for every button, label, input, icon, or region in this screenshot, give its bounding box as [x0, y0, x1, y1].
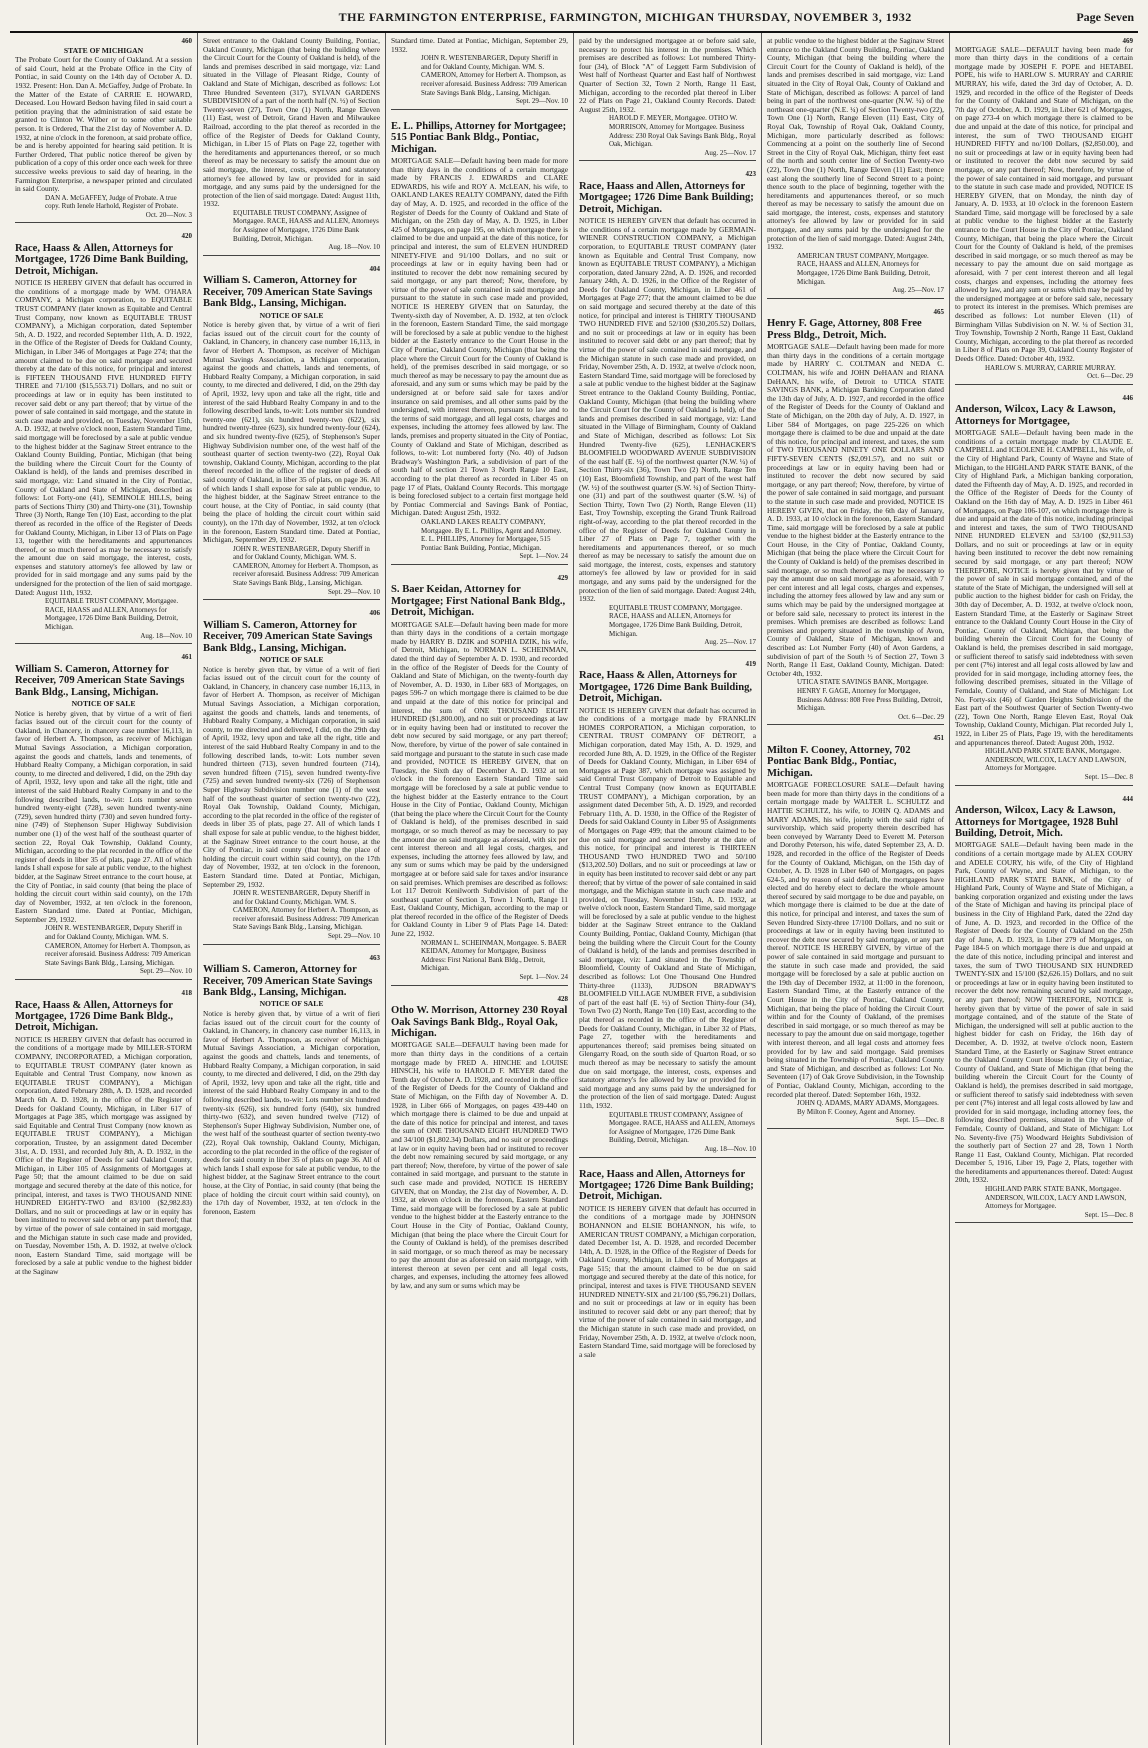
legal-notice — [203, 37, 380, 259]
notice-dates: Aug. 25—Nov. 17 — [767, 286, 944, 299]
notice-heading: Henry F. Gage, Attorney, 808 Free Press Bldg., Detroit, Mich. — [767, 318, 922, 341]
notice-heading: Race, Haass & Allen, Attorneys for Mortgagee, 1726 Dime Bank Building, Detroit, Michigan. — [579, 670, 753, 705]
notice-signature: HAROLD F. MEYER, Mortgagee. OTHO W. MORRISON, Attorney for Mortgagee. Business Address: 230 Royal Oak Savings Bank Bldg., Royal Oak, Michigan. — [609, 114, 756, 149]
notice-signature: JOHN R. WESTENBARGER, Deputy Sheriff in and for Oakland County, Michigan. WM. S. CAMERON, Attorney for Herbert A. Thompson, as receiver aforesaid. Business Address: 709 American State Savings Bank Bldg., Lansing, Michigan. — [421, 54, 567, 97]
notice-heading: E. L. Phillips, Attorney for Mortgagee; 515 Pontiac Bank Bldg., Pontiac, Michigan. — [391, 120, 567, 155]
notice-body: Street entrance to the Oakland County Building, Pontiac, Oakland County, Michigan (that being the building where the Circuit Court for the County of Oakland is held), of the lands and premises described in said mortgage, viz: Land situated in the Village of Pleasant Ridge, County of Oakland and State of Michigan, described as follows: Lot Three Hundred Seventeen (317), SYLVAN GARDENS SUBDIVISION of a part of the north half (N. ½) of Section Twenty-seven (27), Town One (1) North, Range Eleven (11) East, west of Detroit, Grand Haven and Milwaukee Railroad, according to the plat thereof as recorded in the office of the Register of Deeds for Oakland County, Michigan, in Liber 15 of Plats on Page 22, together with the hereditaments and appurtenances thereof, or so much thereof as may be necessary to satisfy the amount due on said mortgage, the interest, costs, expenses and statutory attorney's fee allowed by law or provided for in said mortgage, and any sums paid by the undersigned for the protection of the lien of said mortgage. Dated: August 11th, 1932. — [203, 37, 380, 209]
notice-number: 428 — [557, 994, 568, 1003]
legal-notice — [391, 995, 568, 1291]
notice-dates: Sept. 1—Nov. 24 — [391, 552, 568, 565]
notice-body: Notice is hereby given, that by virtue of a writ of fieri facias issued out of the circuit court for the county of Oakland, in Chancery, in chancery case number 16,113, in favor of Herbert A. Thompson, as receiver of Michigan Mutual Savings Association, a Michigan corporation, against the goods and chattels, lands and tenements, of Hubbard Realty Company, a Michigan corporation, in said county, to me directed and delivered, I did, on the 29th day of April, 1932, levy upon and take all the right, title and interest of the said Hubbard Realty Company in and to the following described lands, to-wit: Lots number seven hundred twenty-eight (728), seven hundred twenty-nine (729), seven hundred thirty (730) and seven hundred forty-nine (749) of Stephenson Super Highway Subdivision number one (1) of the west half of the southeast quarter of section 22, Royal Oak Township, Oakland County, Michigan, according to the plat recorded in the office of the register of deeds in liber 35 of plats, page 27. All of which lands I shall expose for sale at public vendue, to the highest bidder, at the Saginaw Street entrance to the court house, at the City of Pontiac, in said county (that being the place of holding the circuit court within said county), on the 17th day of November, 1932, at ten o'clock in the forenoon, Eastern Standard time. Dated at Pontiac, Michigan, September 29, 1932. — [15, 708, 192, 924]
notice-number: 418 — [181, 989, 192, 998]
legal-notice — [203, 954, 380, 1217]
legal-notice — [15, 37, 192, 226]
notice-signature: HIGHLAND PARK STATE BANK, Mortgagee. ANDERSON, WILCOX, LACY AND LAWSON, Attorneys for Mortgagee. — [985, 747, 1127, 773]
notice-heading: Anderson, Wilcox, Lacy & Lawson, Attorneys for Mortgagee, — [955, 404, 1116, 427]
notice-number: 469 — [1122, 37, 1133, 45]
notice-body: NOTICE IS HEREBY GIVEN that default has occurred in the conditions of a mortgage made by MILLER-STORM COMPANY, INCORPORATED, a Michigan corporation, to EQUITABLE TRUST COMPANY (later known as Equitable and Central Trust Company, now known as EQUITABLE TRUST COMPANY), a Michigan corporation, dated February 28th, A. D. 1928, and recorded March 6th A. D. 1928, in the office of the Register of Deeds for Oakland County, Michigan, in Liber 617 of Mortgages at Page 385, which mortgage was assigned by said Equitable and Central Trust Company (now known as EQUITABLE TRUST COMPANY), a Michigan corporation, Trustee, by an assignment dated December 31st, A. D. 1931, and recorded July 8th, A. D. 1932, in the Office of the Register of Deeds for said Oakland County, Michigan, in Liber 105 of Assignments of Mortgages at Page 50; that the amount claimed to be due on said mortgage and secured thereby at the date of this notice, for principal, interest, and taxes is TWO THOUSAND NINE HUNDRED EIGHTY-TWO and 83/100 ($2,982.83) Dollars, and no suit or proceedings at law or in equity has been instituted to recover said debt or any part thereof; that by virtue of the power of sale contained in said mortgage, and the Michigan statute in such case made and provided, on Tuesday, November 15th, A. D. 1932, at twelve o'clock noon, Eastern Standard Time, said mortgage will be foreclosed by a sale at public vendue to the highest bidder at the Saginaw — [15, 1034, 192, 1276]
notice-number: 446 — [1122, 393, 1133, 402]
notice-number: 420 — [181, 232, 192, 241]
notice-body: MORTGAGE SALE—DEFAULT having been made for more than thirty days in the conditions of a certain mortgage made by FRED A. HINCHE and LOUISE HINSCH, his wife to HAROLD F. MEYER dated the Tenth day of October A. D. 1928, and recorded in the office of the Register of Deeds for the County of Oakland and State of Michigan, on the Fifth day of November A. D. 1928, in Liber 666 of Mortgages, on pages 439-440 on which mortgage there is claimed to be due and unpaid at the date of this notice for principal and interest, and taxes the sum of ONE THOUSAND EIGHT HUNDRED TWO and 34/100 ($1,802.34) Dollars, and no suit or proceedings at law or in equity having been had or instituted to recover the debt now remaining secured by said mortgage, or any part thereof; Now, therefore, by virtue of the power of sale contained in said mortgage, and pursuant to the statute in such case made and provided, NOTICE IS HEREBY GIVEN, that on Monday, the 21st day of November, A. D. 1932, at eleven o'clock in the forenoon, Eastern Standard Time, said mortgage will be foreclosed by a sale at public vendue to the highest bidder at the Easterly entrance to the Court House in the City of Pontiac, Oakland County, Michigan (that being the place where the Circuit Court for the County of Oakland is held), of the premises described in said mortgage, or so much thereof as may be necessary to pay the amount due as aforesaid on said mortgage, with interest thereon at seven per cent and all legal costs, charges, and expenses, including the attorney fees allowed by law, and any sum or sums which may be — [391, 1040, 568, 1291]
legal-notice — [579, 170, 756, 654]
masthead-title: THE FARMINGTON ENTERPRISE, FARMINGTON, MICHIGAN THURSDAY, NOVEMBER 3, 1932 — [338, 10, 912, 24]
legal-notice — [767, 308, 944, 729]
notice-body: MORTGAGE SALE—DEFAULT having been made for more than thirty days in the conditions of a certain mortgage made by JOSEPH F. POPE and HETABEL POPE, his wife to HARLOW S. MURRAY and CARRIE MURRAY, his wife, dated the 3rd day of October, A. D. 1929, and recorded in the office of the Register of Deeds for the County of Oakland and State of Michigan, on the 7th day of October, A. D. 1929, in Liber 621 of Mortgages, on page 273-4 on which mortgage there is claimed to be due and unpaid at the date of this notice, for principal and interest, the sum of TWO THOUSAND EIGHT HUNDRED FIFTY and no/100 Dollars, ($2,850.00), and no suit or proceedings at law or in equity having been had or instituted to recover the debt now secured by said mortgage, or any part thereof; Now, therefore, by virtue of the power of sale contained in said mortgage, and pursuant to the statute in such case made and provided, NOTICE IS HEREBY GIVEN, that on Monday, the ninth day of January, A. D. 1933, at 10 o'clock in the forenoon Eastern Standard Time, said mortgage will be foreclosed by a sale at public vendue to the highest bidder at the Easterly entrance to the Court House in the City of Pontiac, Oakland County, Michigan, that being the place where the Circuit Court for the County of Oakland is held, of the premises described in said mortgage, or so much thereof as may be necessary to pay the amount due on said mortgage as aforesaid, with 7 per cent interest thereon and all legal costs, charges and expenses, including the attorney fees allowed by law, and any sum or sums which may be paid by the undersigned mortgagee at or before said sale, necessary to protect its interest in the premises. Which premises are described as follows: Lot number Eleven (11) of Birmingham Villas Subdivision on N. W. ¼ of Section 31, Troy Township, Township 2 North, Range 11 East, Oakland County, Michigan, according to the plat thereof as recorded in Liber 8 of Plats on Page 39, Oakland County Register of Deeds Office. Dated: October 4th, 1932. — [955, 44, 1133, 363]
notice-number: 423 — [745, 170, 756, 179]
notice-signature: EQUITABLE TRUST COMPANY, Mortgagee. RACE, HAASS and ALLEN, Attorneys for Mortgagee, 1726 Dime Bank Building, Detroit, Michigan. — [609, 603, 743, 638]
notice-number: 406 — [369, 609, 380, 618]
notice-heading: Otho W. Morrison, Attorney 230 Royal Oak Savings Bank Bldg., Royal Oak, Michigan. — [391, 1005, 568, 1040]
column-2 — [198, 33, 386, 1745]
notice-heading: Race, Haass & Allen, Attorneys for Mortgagee, 1726 Dime Bank Bldg., Detroit, Michigan. — [15, 999, 174, 1034]
legal-notice — [767, 734, 944, 1132]
notice-subheading: STATE OF MICHIGAN — [63, 45, 144, 55]
notice-dates: Oct. 6—Dec. 29 — [955, 372, 1133, 385]
column-4 — [574, 33, 762, 1745]
notice-dates: Sept. 29—Nov. 10 — [15, 967, 192, 980]
column-5 — [762, 33, 950, 1745]
legal-notice — [579, 660, 756, 1161]
notice-number: 419 — [745, 659, 756, 668]
notice-dates: Sept. 29—Nov. 10 — [203, 588, 380, 601]
notice-number: 451 — [933, 734, 944, 743]
notice-dates: Aug. 18—Nov. 10 — [15, 632, 192, 645]
notice-heading: S. Baer Keidan, Attorney for Mortgagee; First National Bank Bldg., Detroit, Michigan. — [391, 584, 566, 619]
column-6 — [950, 33, 1138, 1745]
notice-heading: Milton F. Cooney, Attorney, 702 Pontiac Bank Bldg., Pontiac, Michigan. — [767, 744, 911, 779]
notice-dates: Aug. 25—Nov. 17 — [579, 149, 756, 162]
notice-signature: HARLOW S. MURRAY, CARRIE MURRAY. — [985, 363, 1116, 372]
notice-signature: EQUITABLE TRUST COMPANY, Assignee of Mortgagee. RACE, HAASS and ALLEN, Attorneys for Assignee of Mortgagee, 1726 Dime Bank Building, Detroit, Michigan. — [609, 1110, 755, 1145]
notice-body: The Probate Court for the County of Oakland. At a session of said Court, held at the Probate Office in the City of Pontiac, in said County on the 14th day of October A. D. 1932. Present: Hon. Dan A. McGaffey, Judge of Probate. In the Matter of the Estate of CARRIE E. HOWARD, Deceased. Lou Howard Bedson having filed in said court a petition praying that the administration of said estate be granted to Clinton W. Wilber or to some other suitable person. It is Ordered, That the 21st day of November A. D. 1932, at nine o'clock in the forenoon, at said probate office, be and is hereby appointed for hearing said petition. It is Further Ordered, That public notice thereof be given by publication of a copy of this order once each week for three successive weeks previous to said day of hearing, in the Farmington Enterprise, a newspaper printed and circulated in said County. — [15, 55, 192, 194]
notice-dates: Sept. 15—Dec. 8 — [955, 773, 1133, 786]
notice-signature: JOHN Q. ADAMS, MARY ADAMS, Mortgagees. By Milton F. Cooney, Agent and Attorney. — [797, 1099, 939, 1116]
notice-number: 465 — [933, 307, 944, 316]
notice-body: paid by the undersigned mortgagee at or before said sale, necessary to protect his interest in the premises. Which premises are described as follows: Lot numbered Thirty-four (34), of Block "A" of Leggett Farm Subdivision of West half of Northeast Quarter and East half of Northwest Quarter of Section 32, Town 2 North, Range 11 East, Michigan, according to the recorded plat thereof in Liber 22 of Plats on Page 21, Oakland County Records. Dated: August 25th, 1932. — [579, 37, 756, 114]
notice-body: MORTGAGE FORECLOSURE SALE—Default having been made for more than thirty days in the conditions of a certain mortgage made by WALTER L. SCHULTZ and HATTIE SCHULTZ, his wife, to JOHN Q. ADAMS and MARY ADAMS, his wife, jointly with the said right of survivorship, which said property therein described has been conveyed by Warranty Deed to Everett M. Peterson and Dorothy Peterson, his wife, dated September 23, A. D. 1928, and recorded in the office of the Register of Deeds for the County of Oakland, Michigan, on the 15th day of October, A. D. 1928 in Liber 640 of Mortgages, on pages 624-5, and by reason of said default, the mortgagees have elected and do hereby elect to declare the whole amount thereof secured by said mortgage to be due and payable, on which mortgage there is claimed to be due at the date of this notice, for principal and interest, and taxes the sum of Seven Hundred Sixty-three 17/100 Dollars, and no suit or proceedings at law or in equity having been instituted to recover the debt now secured by said mortgage, or any part thereof. NOTICE IS HEREBY GIVEN, by virtue of the power of sale contained in said mortgage and pursuant to the statute in such case made and provided, the said mortgage will be foreclosed by a sale at public auction on the 19th day of December 1932, at 11:00 in the forenoon, Eastern Standard Time, at the Easterly entrance of the Court House in the City of Pontiac, Oakland County, Michigan, that being the place of holding the Circuit Court within and for the County of Oakland, of the premises described in said mortgage, or so much thereof as may be necessary to pay the amount due on said mortgage, together with interest thereon, and all legal costs and attorney fees provided for by law and said mortgage. Said premises being situated in the Township of Pontiac, Oakland County and State of Michigan, and described as follows: Lot No. Seventeen (17) of Oak Grove Subdivision, in the Township of Pontiac, Oakland County, Michigan, according to the recorded plat thereof. Dated: September 16th, 1932. — [767, 780, 944, 1099]
notice-number: 461 — [181, 653, 192, 662]
legal-notice — [203, 265, 380, 603]
legal-notice — [203, 609, 380, 947]
notice-body: NOTICE IS HEREBY GIVEN that default has occurred in the conditions of a mortgage made by FRANKLIN HOMES CORPORATION, a Michigan corporation, to CENTRAL TRUST COMPANY OF DETROIT, a Michigan corporation, dated May 15th, A. D. 1929, and recorded June 8th, A. D. 1929, in the Office of the Register of Deeds for Oakland County, Michigan, in Liber 694 of Mortgages at Page 387, which mortgage was assigned by said Central Trust Company of Detroit to Equitable and Central Trust Company (now known as EQUITABLE TRUST COMPANY), a Michigan corporation, by an assignment dated December 5th, A. D. 1929, and recorded February 11th, A. D. 1930, in the Office of the Register of Deeds for said Oakland County in Liber 95 of Assignments of Mortgages on Page 499; that the amount claimed to be due on said mortgage and secured thereby at the date of this notice, for principal and interest is THIRTEEN THOUSAND TWO HUNDRED TWO and 50/100 ($13,202.50) Dollars, and no suit or proceedings at law or in equity has been instituted to recover said debt or any part thereof; that by virtue of the power of sale contained in said mortgage, and the Michigan statute in such case made and provided, on Tuesday, November 15th, A. D. 1932, at twelve o'clock noon, Eastern Standard Time, said mortgage will be foreclosed by a sale at public vendue to the highest bidder at the Saginaw Street entrance to the Oakland County Building, Pontiac, Oakland County, Michigan (that being the building where the Circuit Court for the County of Oakland is held), of the lands and premises described in said mortgage, viz: Land situated in the Township of Bloomfield, County of Oakland and State of Michigan, described as follows: Lot One Thousand One Hundred Thirty-three (1133), JUDSON BRADWAY'S BLOOMFIELD VILLAGE NUMBER FIVE, a subdivision of part of the east half (E. ½) of Section Thirty-four (34), Town Two (2) North, Range Ten (10) East, according to the plat thereof as recorded in the office of the Register of Deeds for Oakland County, Michigan, in Liber 32 of Plats, Page 27, together with the hereditaments and appurtenances thereof; said premises being situated on Glengarry Road, on the south side of Quarton Road, or so much thereof as may be necessary to satisfy the amount due on said mortgage, the interest, costs, expenses and statutory attorney's fee allowed by law or provided for in said mortgage and any sums paid by the undersigned for the protection of the lien of said mortgage. Dated: August 11th, 1932. — [579, 705, 756, 1110]
legal-notice — [579, 1167, 756, 1360]
legal-notices-columns — [10, 33, 1138, 1745]
notice-number: 463 — [369, 953, 380, 962]
notice-body: MORTGAGE SALE—Default having been made in the conditions of a certain mortgage made by CLAUDE E. CAMPBELL and ICEOLENE H. CAMPBELL, his wife, of the City of Highland Park, County of Wayne and State of Michigan, to the HIGHLAND PARK STATE BANK, of the City of Highland Park, a Michigan banking corporation, dated the Fifteenth day of May, A. D. 1925, and recorded in the Office of the Register of Deeds for the County of Oakland on the 16th day of May, A. D. 1925 in Liber 461 of Mortgages, on Page 106-107, on which mortgage there is due and unpaid at the date of this notice, including principal and interest and taxes, the sum of TWO THOUSAND NINE HUNDRED ELEVEN and 53/100 ($2,911.53) Dollars, and no suit or proceedings at law or in equity having been instituted to recover the debt now remaining secured by said mortgage, or any part thereof; NOW THEREFORE, NOTICE is hereby given that by virtue of the power of sale in said mortgage contained, and of the statute of the State of Michigan, the undersigned will sell at public auction to the highest bidder for cash on Friday, the 30th day of December, A. D. 1932, at twelve o'clock noon, Eastern Standard Time, at the Easterly or Saginaw Street entrance to the Oakland County Court House in the City of Pontiac, County of Oakland, Michigan, that being the building wherein the Circuit Court for the County of Oakland is held, the premises described in said mortgage, or sufficient thereof to satisfy said indebtedness with seven per cent (7%) interest and all legal costs allowed by law and provided for in said mortgage, including attorney fees, the following described premises, situated in the Village of Ferndale, County of Oakland, and State of Michigan: Lot No. Forty-six (46) of Garden Heights Subdivision of the East part of the Southwest Quarter of Section Twenty-two (22), Town One North, Range Eleven East, Royal Oak Township, Oakland County, Michigan. Plat recorded July 1, 1922, in Liber 25 of Plats, Page 19, with the hereditaments and appurtenances thereof. Dated: August 20th, 1932. — [955, 428, 1133, 747]
notice-subheading: NOTICE OF SALE — [259, 310, 324, 320]
notice-heading: William S. Cameron, Attorney for Receiver, 709 American State Savings Bank Bldg., Lansing, Michigan. — [15, 663, 185, 698]
notice-signature: UTICA STATE SAVINGS BANK, Mortgagee. HENRY F. GAGE, Attorney for Mortgagee, Business Address: 808 Free Press Building, Detroit, Michigan. — [797, 678, 943, 713]
legal-notice — [579, 37, 756, 164]
notice-signature: DAN A. McGAFFEY, Judge of Probate. A true copy. Ruth Ienele Harhold, Register of Probate. — [45, 193, 179, 211]
notice-signature: EQUITABLE TRUST COMPANY, Mortgagee. RACE, HAASS and ALLEN, Attorneys for Mortgagee, 1726 Dime Bank Building, Detroit, Michigan. — [45, 597, 179, 632]
notice-body: Notice is hereby given that, by virtue of a writ of fieri facias issued out of the circuit court for the county of Oakland, in Chancery, in chancery case number 16,113, in favor of Herbert A. Thompson, as receiver of Michigan Mutual Savings Association, a Michigan corporation, against the goods and chattels, lands and tenements, of Hubbard Realty Company, a Michigan corporation, in said county, to me directed and delivered, I did, on the 29th day of April, 1932, levy upon and take all the right, title and interest of the said Hubbard Realty Company in and to the following described lands, to-wit: Lots number seven hundred thirteen (713), seven hundred fourteen (714), seven hundred fifteen (715), seven hundred twenty-five (725) and seven hundred twenty-six (726) of Stephenson Super Highway Subdivision number one (1) of the west half of the southeast quarter of section twenty-two (22), Royal Oak Township, Oakland County, Michigan, according to the plat recorded in the office of the register of deeds in liber 35 of plats, page 27. All of which lands I shall expose for sale at public vendue, to the highest bidder, at the Saginaw Street entrance to the court house, at the City of Pontiac, in said county (that being the place of holding the circuit court within said county), on the 17th day of November, 1932, at ten o'clock in the forenoon, Eastern Standard time. Dated at Pontiac, Michigan, September 29, 1932. — [203, 664, 380, 889]
notice-body: NOTICE IS HEREBY GIVEN that default has occurred in the conditions of a certain mortgage made by GERMAIN-WIENER CONSTRUCTION COMPANY, a Michigan corporation, to EQUITABLE TRUST COMPANY (later known as Equitable and Central Trust Company, now known as EQUITABLE TRUST COMPANY), a Michigan corporation, dated January 22nd, A. D. 1926, and recorded January 24th, A. D. 1926, in the Office of the Register of Deeds for Oakland County, Michigan, in Liber 461 of Mortgages at Page 277; that the amount claimed to be due on said mortgage and secured thereby at the date of this notice, for principal and interest is THIRTY THOUSAND TWO HUNDRED FIVE and 52/100 ($30,205.52) Dollars, and no suit or proceedings at law or in equity has been instituted to recover said debt or any part thereof; that by virtue of the power of sale contained in said mortgage, and the Michigan statute in such case made and provided, on Friday, November 25th, A. D. 1932, at twelve o'clock noon, Eastern Standard Time, said mortgage will be foreclosed by a sale at public vendue to the highest bidder at the Saginaw Street entrance to the Oakland County Building, Pontiac, Oakland County, Michigan (that being the building where the Circuit Court for the County of Oakland is held), of the lands and premises described in said mortgage, viz: Land situated in the Village of Birmingham, County of Oakland and State of Michigan, described as follows: Lot Six Hundred Twenty-five (625), LENHACKER'S BLOOMFIELD WOODWARD AVENUE SUBDIVISION of the east half (E. ½) of the northwest quarter (N.W. ¼) of Section Thirty-six (36), Town Two (2) North, Range Ten (10) East, Bloomfield Township, and part of the west half (W. ½) of the southwest quarter (S.W. ¼) of Section Thirty-one (31) and part of the southwest quarter (S.W. ¼) of Section Thirty, Town Two (2) North, Range Eleven (11) East, Troy Township, excepting the Grand Trunk Railroad right-of-way, according to the plat thereof recorded in the office of the Register of Deeds for Oakland County in Liber 27 of Plats on Page 7, together with the hereditaments and appurtenances thereof, or so much thereof as may be necessary to satisfy the amount due on said mortgage, the interest, costs, expenses and statutory attorney's fee allowed by law or provided for in said mortgage, and any sums paid by the undersigned for the protection of the lien of said mortgage. Dated: August 24th, 1932. — [579, 216, 756, 604]
legal-notice — [391, 119, 568, 568]
notice-body: MORTGAGE SALE—Default having been made for more than thirty days in the conditions of a certain mortgage made by FRANCIS J. EDWARDS and CLARE EDWARDS, his wife and ROY A. McLEAN, his wife, to OAKLAND LAKES REALTY COMPANY, dated the Fifth day of May, A. D. 1925, and recorded in the office of the Register of Deeds for the County of Oakland and State of Michigan, on the 25th day of May, A. D. 1925, in Liber 425 of Mortgages, on page 195, on which mortgage there is claimed to be due and unpaid at the date of this notice, for principal and interest, the sum of ELEVEN HUNDRED NINETY-FIVE and 91/100 Dollars, and no suit or proceedings at law or in equity having been had or instituted to recover the debt now remaining secured by said mortgage, or any part thereof; Now, therefore, by virtue of the power of sale contained in said mortgage and pursuant to the statute in such case made and provided, NOTICE IS HEREBY GIVEN that on Saturday, the Twenty-sixth day of November, A. D. 1932, at ten o'clock in the forenoon, Eastern Standard Time, the said mortgage will be foreclosed by a sale at public vendue to the highest bidder at the Easterly entrance to the Court House in the City of Pontiac, Oakland County, Michigan (that being the place where the Circuit Court for the County of Oakland is held), of the premises described in said mortgage, or so much thereof as may be necessary to pay the amount due as aforesaid, and any sum or sums which may be paid by the undersigned at or before said sale for taxes and/or insurance on said premises, and all other sums paid by the undersigned, with interest thereon, pursuant to law and to the terms of said mortgage, and all legal costs, charges and expenses, including the attorney fees allowed by law. The lands, premises and property situated in the City of Pontiac, County of Oakland and State of Michigan, described as follows, to-wit: Lot numbered forty (No. 40) of Judson Bradway's Washington Park, a subdivision of part of the south half of section 21 Town 3 North Range 10 East, according to the plat thereof as recorded in Liber 45 on page 17 of Plats, Oakland County Records. This mortgage is being foreclosed subject to a certain first mortgage held by Pontiac Commercial and Savings Bank of Pontiac, Michigan. Dated: August 25th, 1932. — [391, 155, 568, 518]
notice-signature: JOHN R. WESTENBARGER, Deputy Sheriff in and for Oakland County, Michigan. WM. S. CAMERON, Attorney for Herbert A. Thompson, as receiver aforesaid. Business Address: 709 American State Savings Bank Bldg., Lansing, Michigan. — [233, 889, 379, 932]
notice-heading: Anderson, Wilcox, Lacy & Lawson, Attorneys for Mortgagee, 1928 Buhl Building, Detroit, Mich. — [955, 805, 1119, 839]
notice-subheading: NOTICE OF SALE — [71, 699, 136, 709]
notice-subheading: NOTICE OF SALE — [259, 655, 324, 665]
notice-signature: AMERICAN TRUST COMPANY, Mortgagee. RACE, HAASS and ALLEN, Attorneys for Mortgagee, 1726 Dime Bank Building, Detroit, Michigan. — [797, 251, 930, 286]
notice-body: MORTGAGE SALE—Default having been made for more than thirty days in the conditions of a certain mortgage made by HARRY C. COLTMAN and NEDA C. COLTMAN, his wife and JOHN DeHAAN and RIANA DeHAAN, his wife, of Detroit to UTICA STATE SAVINGS BANK, a Michigan Banking Corporation dated the 13th day of July, A. D. 1927, and recorded in the office of the Register of Deeds for the County of Oakland and State of Michigan, on the 20th day of July, A. D. 1927, in Liber 584 of Mortgages, on page 225-226 on which mortgage there is claimed to be due and unpaid at the date of this notice, for principal and interest, and taxes, the sum of TWO THOUSAND NINETY ONE DOLLARS AND FIFTY-SEVEN CENTS ($2,091.57), and no suit or proceedings at law or in equity having been had or instituted to recover the debt now secured by said mortgage, or any part thereof; Now, therefore, by virtue of the power of sale contained in said mortgage, and pursuant to the statute in such case made and provided, NOTICE IS HEREBY GIVEN, that on Friday, the 6th day of January, A. D. 1933, at 10 o'clock in the forenoon, Eastern Standard Time, said mortgage will be foreclosed by a sale at public vendue to the highest bidder at the Easterly entrance to the Court House, in the City of Pontiac, Oakland County, Michigan (that being the place where the Circuit Court for the County of Oakland is held) of the premises described in said mortgage, or so much thereof as may be necessary to pay the amount due on said mortgage as aforesaid, with 7 per cent interest and all legal costs, charges and expenses, including the attorney fees allowed by law and any sum or sums which may be paid by the undersigned mortgagee at or before said sale, necessary to protect its interest in the premises. Which premises are described as follows: Land premises and property situated in the township of Avon, County of Oakland, State of Michigan, known and described as: Lot Number Forty (40) of Avon Gardens, a subdivision of part of the South ½ of Section 27, Town 3 North, Range 11 East, Oakland County, Michigan. Dated: October 4th, 1932. — [767, 342, 944, 678]
notice-heading: William S. Cameron, Attorney for Receiver, 709 American State Savings Bank Bldg., Lansing, Michigan. — [203, 275, 373, 310]
legal-notice — [391, 574, 568, 989]
notice-dates: Sept. 1—Nov. 24 — [391, 973, 568, 986]
notice-signature: EQUITABLE TRUST COMPANY, Assignee of Mortgagee. RACE, HAASS and ALLEN, Attorneys for Assignee of Mortgagee, 1726 Dime Bank Building, Detroit, Michigan. — [233, 208, 379, 243]
column-1 — [10, 33, 198, 1745]
notice-body: NOTICE IS HEREBY GIVEN that default has occurred in the conditions of a mortgage made by WM. O'HARA COMPANY, a Michigan corporation, to EQUITABLE TRUST COMPANY (later known as Equitable and Central Trust Company, now known as EQUITABLE TRUST COMPANY), a Michigan corporation, dated September 5th, A. D. 1922, and recorded September 11th, A. D. 1922, in the Office of the Register of Deeds for Oakland County, Michigan, in Liber 346 of Mortgages at Page 274; that the amount claimed to be due on said mortgage and secured thereby at the date of this notice, for principal and interest is FIFTEEN THOUSAND FIVE HUNDRED FIFTY THREE and 71/100 ($15,553.71) Dollars, and no suit or proceedings at law or in equity has been instituted to recover said debt or any part thereof; that by virtue of the power of sale contained in said mortgage, and the statute in such case made and provided, on Tuesday, November 15th, A. D. 1932, at twelve o'clock noon, Eastern Standard Time, said mortgage will be foreclosed by a sale at public vendue to the highest bidder at the Saginaw Street entrance to the Oakland County Building, Pontiac, Michigan (that being the building where the Circuit Court for the County of Oakland is held), of the lands and premises described in said mortgage, viz: Land situated in the City of Pontiac, County of Oakland and State of Michigan, described as follows: Lot Forty-one (41), SEMINOLE HILLS, being parts of Sections Thirty (30) and Thirty-one (31), Township Three (3) North, Range Ten (10) East, according to the plat thereof as recorded in the office of the Register of Deeds for Oakland County, Michigan, in Liber 13 of Plats on Page 13, together with the hereditaments and appurtenances thereof, or so much thereof as may be necessary to satisfy the amount due on said mortgage, the interest, costs, expenses and statutory attorney's fee allowed by law or provided for in said mortgage and any sums paid by the undersigned for the protection of the lien of said mortgage. Dated: August 11th, 1932. — [15, 278, 192, 597]
notice-body: Notice is hereby given that, by virtue of a writ of fieri facias issued out of the circuit court for the county of Oakland, in Chancery, in chancery case number 16,113, in favor of Herbert A. Thompson, as receiver of Michigan Mutual Savings Association, a Michigan corporation, against the goods and chattels, lands and tenements, of Hubbard Realty Company, a Michigan corporation, in said county, to me directed and delivered, I did, on the 29th day of April, 1932, levy upon and take all the right, title and interest of the said Hubbard Realty Company in and to the following described lands, to-wit: Lots number six hundred twenty-one (621), six hundred twenty-two (622), six hundred twenty-three (623), six hundred twenty-four (624), and six hundred twenty-five (625), of Stephenson's Super Highway Subdivision number one, of the west half of the southeast quarter of section twenty-two (22), Royal Oak township, Oakland County, Michigan, according to the plat thereof recorded in the office of the register of deeds of said county of Oakland, in liber 35 of plats, on page 36. All of which lands I shall expose for sale at public vendue, to the highest bidder, at the Saginaw Street entrance to the court house, at the City of Pontiac, in said county (that being the place of holding the circuit court within said county), on the 17th day of November, 1932, at ten o'clock in the forenoon, Eastern Standard time. Dated at Pontiac, Michigan, September 29, 1932. — [203, 320, 380, 545]
notice-signature: NORMAN L. SCHEINMAN, Mortgagee. S. BAER KEIDAN, Attorney for Mortgagee, Business Address: First National Bank Bldg., Detroit, Michigan. — [421, 938, 567, 973]
notice-body: MORTGAGE SALE—Default having been made for more than thirty days in the conditions of a certain mortgage made by HARRY B. DZIK and SOPHIA DZIK, his wife, of Detroit, Michigan, to NORMAN L. SCHEINMAN, dated the third day of September A. D. 1930, and recorded in the office of the Register of Deeds for the County of Oakland and State of Michigan, on the twenty-fourth day of November, A. D. 1930, in Liber 683 of Mortgages, on pages 596-7 on which mortgage there is claimed to be due and unpaid at the date of this notice for principal and interest, the sum of ONE THOUSAND EIGHT HUNDRED ($1,800.00), and no suit or proceedings at law or in equity having been had or instituted to recover the debt now secured by said mortgage, or any part thereof; Now, therefore, by virtue of the power of sale contained in said mortgage and pursuant to the statute in such case made and provided, NOTICE IS HEREBY GIVEN, that on Tuesday, the Sixth day of December A. D. 1932 at ten o'clock in the forenoon Eastern Standard Time said mortgage will be foreclosed by a sale at public vendue to the highest bidder at the Easterly entrance to the Court House in the City of Pontiac, Oakland County, Michigan (that being the place where the Circuit Court for the County of Oakland is held), of the premises described in said mortgage, or so much thereof as may be necessary to pay the amount due on said mortgage as aforesaid, with six per cent interest thereon and all legal costs, charges, and expenses, including the attorney fees allowed by law, and any sum or sums which may be paid by the undersigned mortgagee at or before said sale for taxes and/or insurance on said premises. Which premises are described as follows: Lot 117 Detroit Kenilworth Subdivision of part of the southeast quarter of Section 3, Town 1 North, Range 11 East, Oakland County, Michigan, according to the map or plat thereof recorded in the office of the Register of Deeds for Oakland County in Liber 9 of Plats Page 14. Dated: June 22, 1932. — [391, 619, 568, 939]
notice-number: 444 — [1122, 794, 1133, 803]
notice-number: 460 — [181, 37, 192, 45]
notice-body: Standard time. Dated at Pontiac, Michigan, September 29, 1932. — [391, 37, 568, 54]
notice-dates: Aug. 25—Nov. 17 — [579, 638, 756, 651]
legal-notice — [15, 989, 192, 1276]
notice-dates: Sept. 15—Dec. 8 — [955, 1211, 1133, 1224]
notice-dates: Sept. 29—Nov. 10 — [203, 932, 380, 945]
notice-subheading: NOTICE OF SALE — [259, 999, 324, 1009]
legal-notice — [955, 37, 1133, 388]
notice-heading: Race, Haass & Allen, Attorneys for Mortgagee, 1726 Dime Bank Building, Detroit, Michigan. — [15, 243, 189, 277]
notice-heading: William S. Cameron, Attorney for Receiver, 709 American State Savings Bank Bldg., Lansing, Michigan. — [203, 619, 373, 654]
masthead — [10, 6, 1138, 33]
notice-dates: Sept. 29—Nov. 10 — [391, 97, 568, 110]
notice-dates: Oct. 20—Nov. 3 — [15, 211, 192, 224]
notice-number: 404 — [369, 264, 380, 273]
notice-signature: HIGHLAND PARK STATE BANK, Mortgagee. ANDERSON, WILCOX, LACY AND LAWSON, Attorneys for Mortgagee. — [985, 1185, 1127, 1211]
notice-dates: Aug. 18—Nov. 10 — [579, 1145, 756, 1158]
notice-body: NOTICE IS HEREBY GIVEN that default has occurred in the conditions of a mortgage made by JOHNSON BOHANNON and ELSIE BOHANNON, his wife, to AMERICAN TRUST COMPANY, a Michigan corporation, dated December 1st, A. D. 1928, and recorded December 14th, A. D. 1928, in the Office of the Register of Deeds for Oakland County, Michigan, in Liber 650 of Mortgages at Page 515; that the amount claimed to be due on said mortgage and secured thereby at the date of this notice, for principal, interest and taxes is FIVE THOUSAND SEVEN HUNDRED NINETY-SIX and 21/100 ($5,796.21) Dollars, and no suit or proceedings at law or in equity has been instituted to recover said debt or any part thereof; that by virtue of the power of sale contained in said mortgage, and the Michigan statute in such case made and provided, on Friday, November 25th, A. D. 1932, at twelve o'clock noon, Eastern Standard Time, said mortgage will be foreclosed by a sale — [579, 1203, 756, 1359]
notice-heading: William S. Cameron, Attorney for Receiver, 709 American State Savings Bank Bldg., Lansing, Michigan. — [203, 964, 373, 999]
notice-body: Notice is hereby given that, by virtue of a writ of fieri facias issued out of the circuit court for the county of Oakland, in Chancery, in chancery case number 16,113, in favor of Herbert A. Thompson, as receiver of Michigan Mutual Savings Association, a Michigan corporation, against the goods and chattels, lands and tenements, of Hubbard Realty Company, a Michigan corporation, in said county, to me directed and delivered, I did, on the 29th day of April, 1932, levy upon and take all the right, title and interest of the said Hubbard Realty Company in and to the following described lands, to-wit: Lots number six hundred twenty-six (626), six hundred forty (640), six hundred thirty-two (632), and seven hundred twelve (712) of Stephenson's Super Highway Subdivision, Number one, of the west half of the southeast quarter of section twenty-two (22), Royal Oak township, Oakland County, Michigan, according to the plat recorded in the office of the register of deeds for said county in liber 35 of plats on page 36. All of which lands I shall expose for sale at public vendue, to the highest bidder, at the Saginaw Street entrance to the court house, at the City of Pontiac, in said county (that being the place of holding the circuit court within said county), on the 17th day of November, 1932, at ten o'clock in the forenoon, Eastern — [203, 1009, 380, 1216]
notice-dates: Sept. 15—Dec. 8 — [767, 1116, 944, 1129]
page-number: Page Seven — [1076, 10, 1134, 24]
notice-heading: Race, Haass and Allen, Attorneys for Mortgagee; 1726 Dime Bank Building; Detroit, Michigan. — [579, 1168, 754, 1203]
legal-notice — [767, 37, 944, 302]
notice-number: 429 — [557, 573, 568, 582]
notice-dates: Aug. 18—Nov. 10 — [203, 243, 380, 256]
column-3 — [386, 33, 574, 1745]
legal-notice — [15, 232, 192, 647]
notice-heading: Race, Haass and Allen, Attorneys for Mortgagee; 1726 Dime Bank Building; Detroit, Michigan. — [579, 180, 754, 215]
legal-notice — [955, 795, 1133, 1227]
notice-signature: JOHN R. WESTENBARGER, Deputy Sheriff in and for Oakland County, Michigan. WM. S. CAMERON, Attorney for Herbert A. Thompson, as receiver aforesaid. Business Address: 709 American State Savings Bank Bldg., Lansing, Michigan. — [45, 924, 191, 967]
notice-signature: JOHN R. WESTENBARGER, Deputy Sheriff in and for Oakland County, Michigan. WM. S. CAMERON, Attorney for Herbert A. Thompson, as receiver aforesaid. Business Address: 709 American State Savings Bank Bldg., Lansing, Michigan. — [233, 544, 379, 588]
legal-notice — [15, 653, 192, 983]
notice-dates: Oct. 6—Dec. 29 — [767, 713, 944, 726]
notice-body: MORTGAGE SALE—Default having been made in the conditions of a certain mortgage made by ALEX COURY and ADELE COURY, his wife, of the City of Highland Park, County of Wayne, and State of Michigan, to the HIGHLAND PARK STATE BANK, of the City of Highland Park, County of Wayne and State of Michigan, a banking corporation organized and existing under the laws of the State of Michigan and having its principal place of business in the City of Highland Park, dated the 22nd day of June, A. D. 1923, and recorded in the Office of the Register of Deeds for the County of Oakland on the 25th day of June, A. D. 1923, in Liber 279 of Mortgages, on Page 184-5 on which mortgage there is due and unpaid at the date of this notice, including principal and interest and taxes, the sum of TWO THOUSAND SIX HUNDRED TWENTY-SIX and 15/100 ($2,626.15) Dollars, and no suit or proceedings at law or in equity having been instituted to recover the debt now remaining secured by said mortgage, or any part thereof; NOW THEREFORE, NOTICE is hereby given that by virtue of the power of sale in said mortgage contained, and of the statute of the State of Michigan, the undersigned will sell at public auction to the highest bidder for cash on Friday, the 16th day of December, A. D. 1932, at twelve o'clock noon, Eastern Standard Time, at the Easterly or Saginaw Street entrance to the Oakland County Court House in the City of Pontiac, County of Oakland, and State of Michigan (that being the building wherein the Circuit Court for the County of Oakland is held), the premises described in said mortgage, or sufficient thereof to satisfy said indebtedness with seven per cent (7%) interest and all legal costs allowed by law and provided for in said mortgage, including attorney fees, the following described premises, situated in the Village of Ferndale, County of Oakland, and State of Michigan: Lot No. Seventy-five (75) Woodward Heights Subdivision of the southerly part of Section 27 and 28, Town 1 North Range 11 East, Oakland County, Michigan. Plat recorded December 5, 1916, Liber 19, Page 2, Plats, together with the hereditaments and appurtenances thereof. Dated: August 20th, 1932. — [955, 840, 1133, 1185]
legal-notice — [391, 37, 568, 113]
notice-signature: OAKLAND LAKES REALTY COMPANY, Mortgagee. By E. L. Phillips, Agent and Attorney. E. L. PHILLIPS, Attorney for Mortgagee, 515 Pontiac Bank Building, Pontiac, Michigan. — [421, 517, 562, 552]
legal-notice — [955, 394, 1133, 789]
notice-body: at public vendue to the highest bidder at the Saginaw Street entrance to the Oakland County Building, Pontiac, Oakland County, Michigan (that being the building where the Circuit Court for the County of Oakland is held), of the lands and premises described in said mortgage, viz: Land situated in the City of Royal Oak, County of Oakland and State of Michigan, described as follows: A parcel of land being in part of the northwest one-quarter (N.W. ¼) of the northeast one-quarter (N.E. ¼) of Section Twenty-two (22), Town One (1) North, Range Eleven (11) East, City of Royal Oak, Township of Royal Oak, Oakland County, Michigan, more particularly described as follows: Commencing at a point on the southerly line of Second Street in the City of Royal Oak, Michigan, thirty feet east of the north and south center line of Section Twenty-two (22), Town One (1) North, Range Eleven (11) East; thence east along the southerly line of Second Street to a point; thence south to the place of beginning, together with the hereditaments and appurtenances thereof, or so much thereof as may be necessary to satisfy the amount due on said mortgage, the interest, costs, expenses and statutory attorney's fee allowed by law or provided for in said mortgage, and any sums paid by the undersigned for the protection of the lien of said mortgage. Dated: August 24th, 1932. — [767, 37, 944, 252]
